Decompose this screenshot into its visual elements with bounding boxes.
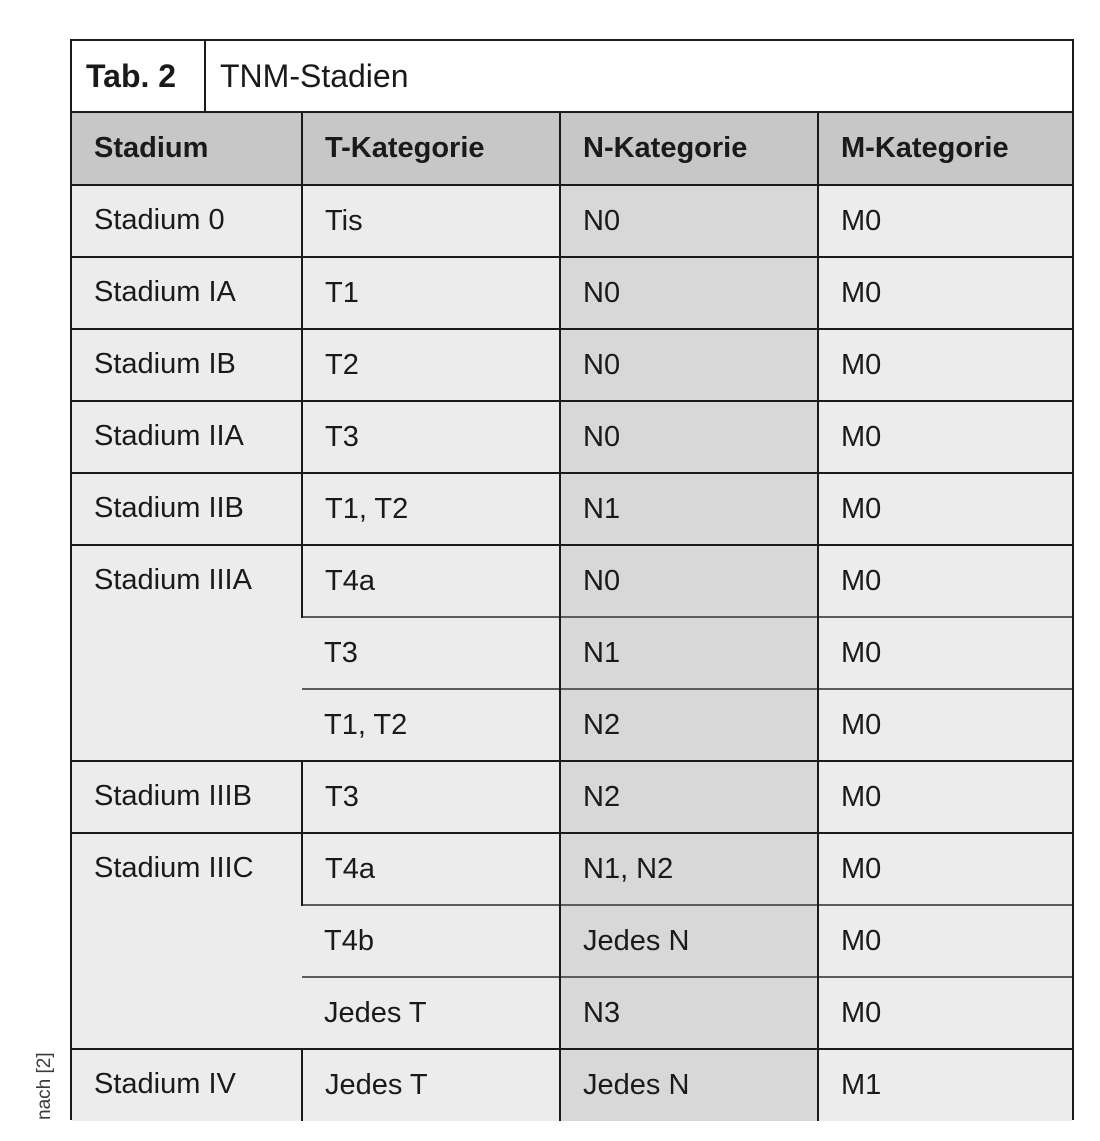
m-category-cell: M0: [818, 185, 1072, 257]
stage-name-cell: Stadium IIIB: [72, 761, 302, 833]
source-note: nach [2]: [34, 1052, 55, 1120]
m-category-cell: M0: [818, 617, 1072, 689]
t-category-cell: T1: [302, 257, 560, 329]
n-category-cell: Jedes N: [560, 1049, 818, 1121]
m-category-cell: M0: [818, 257, 1072, 329]
m-category-cell: M0: [818, 545, 1072, 617]
n-category-cell: N1, N2: [560, 833, 818, 905]
t-category-cell: Tis: [302, 185, 560, 257]
stage-name-cell: Stadium IA: [72, 257, 302, 329]
m-category-cell: M0: [818, 473, 1072, 545]
table-row: [72, 329, 1072, 401]
table-row: [72, 185, 1072, 257]
m-category-cell: M0: [818, 977, 1072, 1049]
n-category-cell: N0: [560, 545, 818, 617]
table-caption: [72, 41, 1072, 113]
m-category-cell: M1: [818, 1049, 1072, 1121]
tnm-stages-table: [72, 113, 1072, 1121]
stage-name-cell: Stadium IV: [72, 1049, 302, 1121]
tnm-table-frame: [70, 39, 1074, 1120]
table-row: [72, 257, 1072, 329]
m-category-cell: M0: [818, 689, 1072, 761]
table-row: [72, 761, 1072, 833]
m-category-cell: M0: [818, 401, 1072, 473]
n-category-cell: N1: [560, 617, 818, 689]
header-m-category: M-Kategorie: [818, 113, 1072, 185]
stage-name-cell: Stadium IIB: [72, 473, 302, 545]
table-title: TNM-Stadien: [220, 58, 409, 94]
m-category-cell: M0: [818, 761, 1072, 833]
n-category-cell: N0: [560, 257, 818, 329]
table-row: [72, 1049, 1072, 1121]
table-row: [72, 833, 1072, 905]
m-category-cell: M0: [818, 905, 1072, 977]
stage-name-cell: Stadium 0: [72, 185, 302, 257]
n-category-cell: N0: [560, 185, 818, 257]
n-category-cell: N0: [560, 329, 818, 401]
header-n-category: N-Kategorie: [560, 113, 818, 185]
table-number: Tab. 2: [72, 41, 206, 111]
t-category-cell: T4a: [302, 545, 560, 617]
stage-name-cell: Stadium IB: [72, 329, 302, 401]
t-category-cell: T2: [302, 329, 560, 401]
t-category-cell: T1, T2: [302, 689, 560, 761]
header-stadium: Stadium: [72, 113, 302, 185]
t-category-cell: T4b: [302, 905, 560, 977]
t-category-cell: T3: [302, 401, 560, 473]
table-row: [72, 473, 1072, 545]
m-category-cell: M0: [818, 833, 1072, 905]
header-row: [72, 113, 1072, 185]
t-category-cell: T3: [302, 617, 560, 689]
n-category-cell: N1: [560, 473, 818, 545]
t-category-cell: Jedes T: [302, 1049, 560, 1121]
table-row: [72, 401, 1072, 473]
n-category-cell: Jedes N: [560, 905, 818, 977]
table-row: [72, 545, 1072, 617]
n-category-cell: N2: [560, 689, 818, 761]
m-category-cell: M0: [818, 329, 1072, 401]
stage-name-cell: Stadium IIA: [72, 401, 302, 473]
t-category-cell: T4a: [302, 833, 560, 905]
table-body: [72, 185, 1072, 1121]
t-category-cell: Jedes T: [302, 977, 560, 1049]
t-category-cell: T3: [302, 761, 560, 833]
n-category-cell: N2: [560, 761, 818, 833]
n-category-cell: N0: [560, 401, 818, 473]
stage-name-cell: Stadium IIIA: [72, 545, 302, 761]
stage-name-cell: Stadium IIIC: [72, 833, 302, 1049]
t-category-cell: T1, T2: [302, 473, 560, 545]
header-t-category: T-Kategorie: [302, 113, 560, 185]
n-category-cell: N3: [560, 977, 818, 1049]
